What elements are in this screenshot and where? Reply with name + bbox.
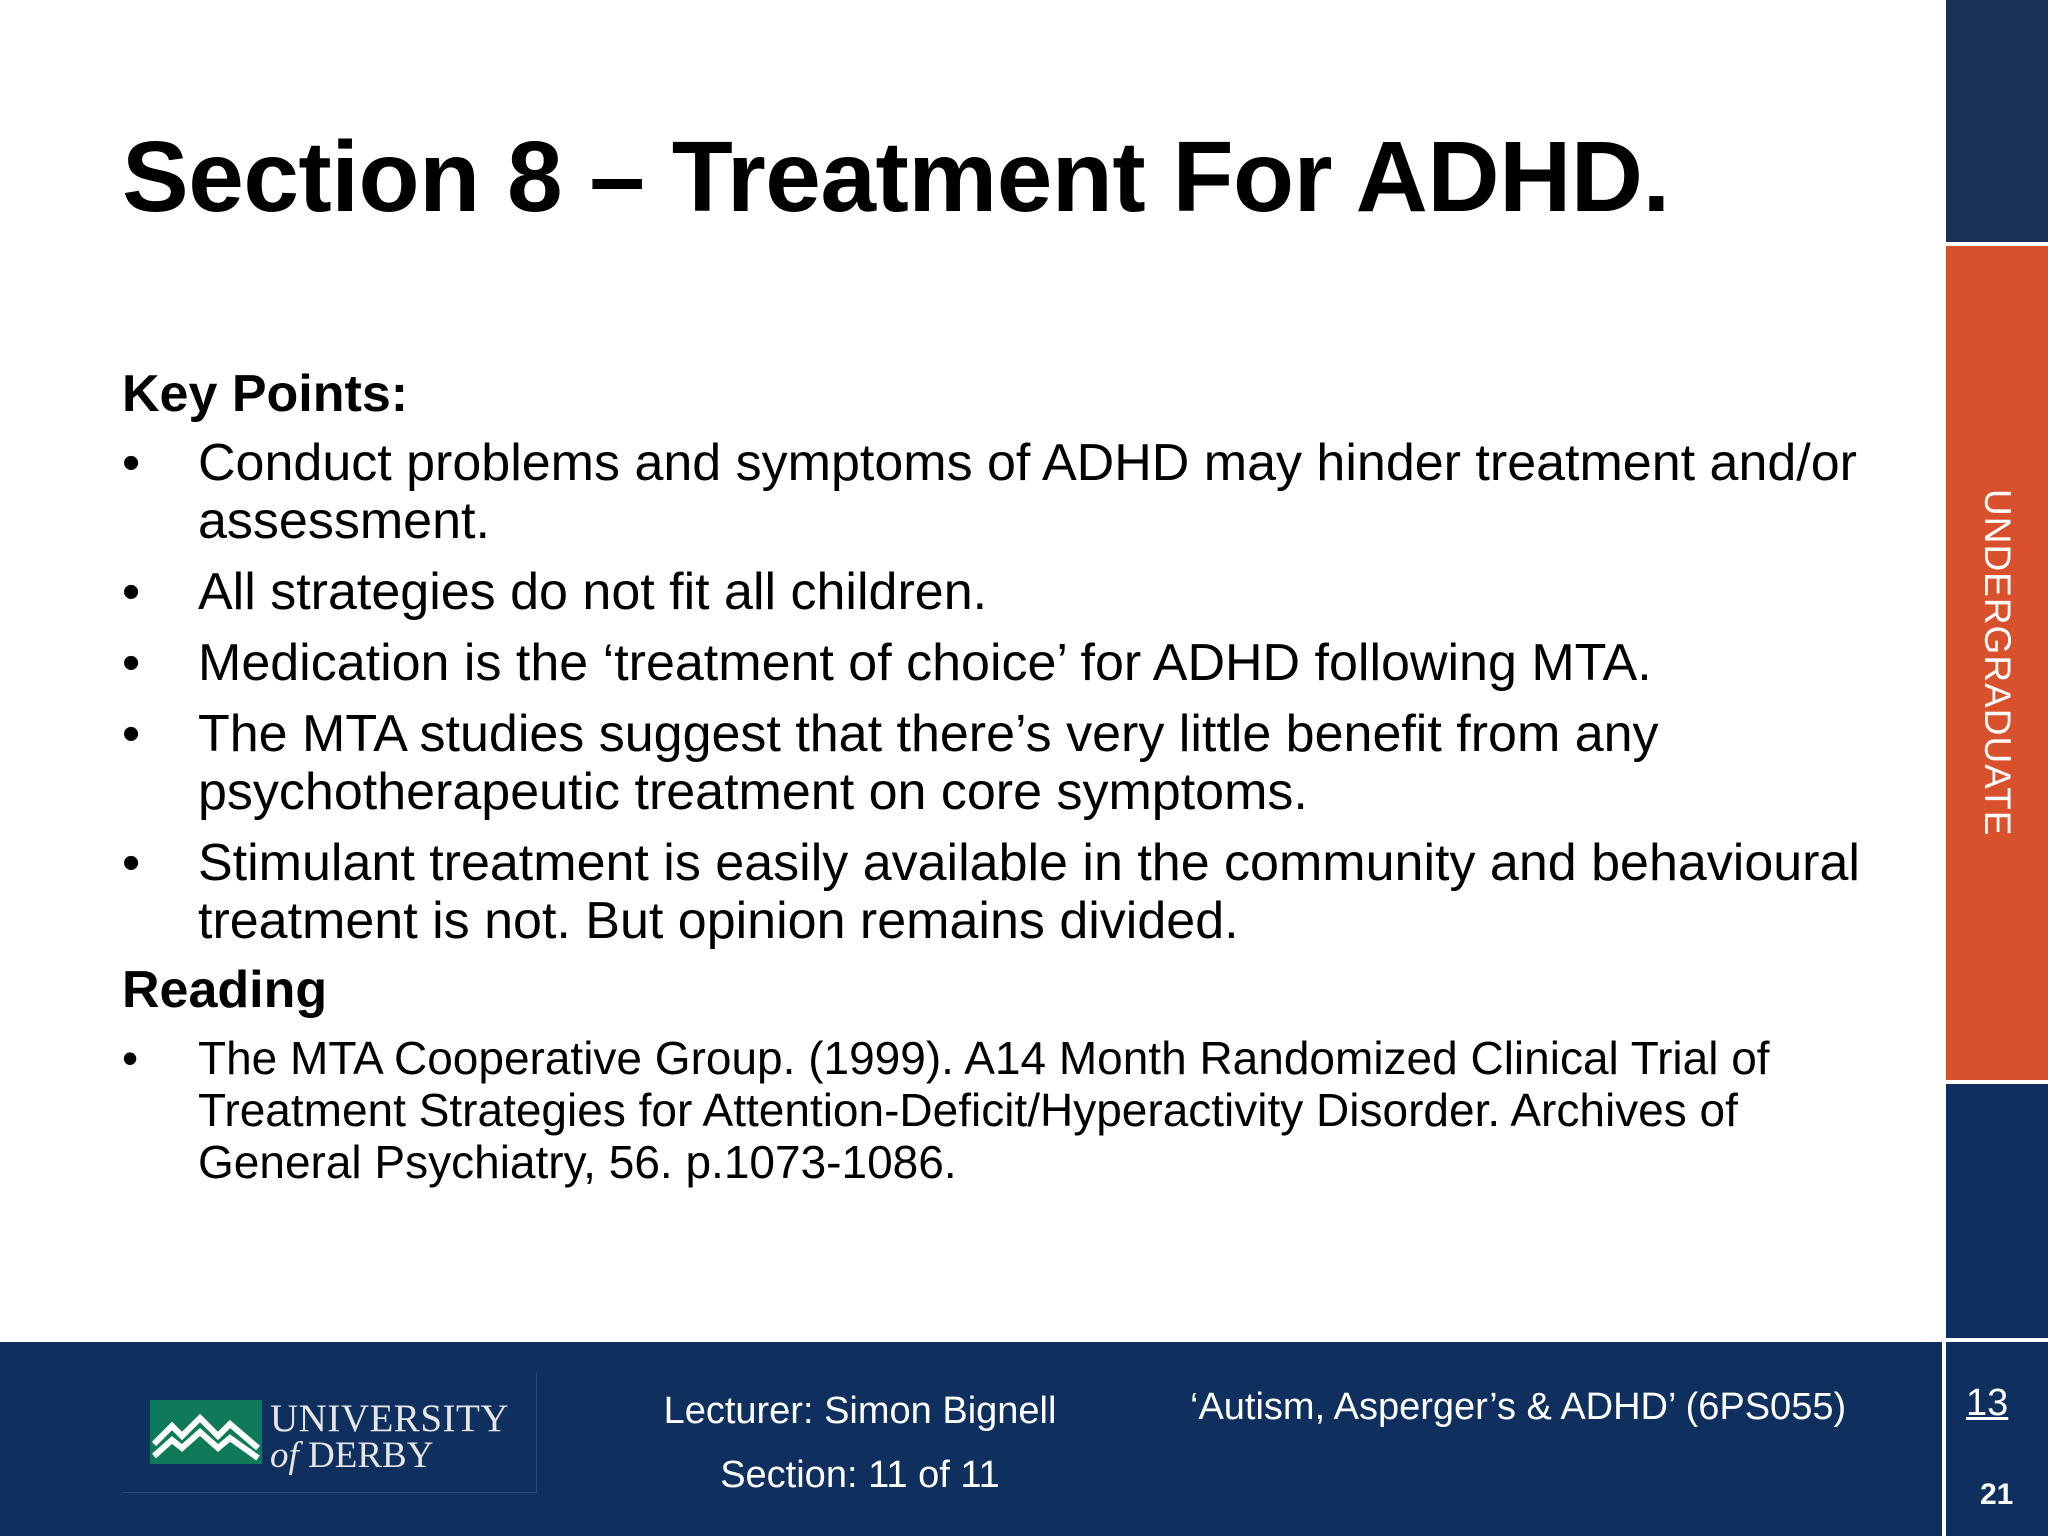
reading-heading: Reading	[122, 961, 328, 1019]
key-point-text: The MTA studies suggest that there’s very little benefit from any psychotherapeutic treatment on core symptoms.	[198, 705, 1659, 821]
key-points-heading: Key Points:	[122, 365, 409, 423]
sidebar-top-block	[1946, 0, 2048, 242]
bullet-icon: •	[122, 1032, 139, 1084]
key-point-item	[122, 634, 1912, 692]
footer-divider	[1942, 1342, 1946, 1536]
page-number-total: 21	[1980, 1478, 2014, 1511]
key-point-item	[122, 563, 1912, 621]
bullet-icon: •	[122, 434, 141, 492]
reading-item	[122, 1032, 1912, 1188]
sidebar-label-text: UNDERGRADUATE	[1977, 489, 2018, 837]
bullet-icon: •	[122, 634, 141, 692]
footer-section: Section: 11 of 11	[720, 1454, 1000, 1496]
logo-derby-text	[270, 1434, 433, 1477]
slide-title: Section 8 – Treatment For ADHD.	[122, 121, 1670, 233]
derby-mountains-logo-icon	[150, 1400, 262, 1464]
reading-text: The MTA Cooperative Group. (1999). A14 Month Randomized Clinical Trial of Treatment Strategies for Attention-Deficit/Hyperactivity Disorder. Archives of General Psychiatry, 56. p.1073-1086.	[198, 1032, 1770, 1188]
logo-name-text: DERBY	[308, 1435, 434, 1476]
bullet-icon: •	[122, 834, 141, 892]
sidebar-label	[1946, 246, 2048, 1080]
key-point-item	[122, 834, 1912, 950]
logo-university-text: UNIVERSITY	[270, 1397, 509, 1440]
key-point-text: Conduct problems and symptoms of ADHD may hinder treatment and/or assessment.	[198, 434, 1857, 550]
key-point-text: Medication is the ‘treatment of choice’ for ADHD following MTA.	[198, 634, 1652, 692]
page-number-current: 13	[1966, 1382, 2009, 1424]
footer-lecturer: Lecturer: Simon Bignell	[663, 1390, 1057, 1432]
footer-course-title: ‘Autism, Asperger’s & ADHD’ (6PS055)	[1190, 1386, 1847, 1428]
bullet-icon: •	[122, 705, 141, 763]
key-point-text: Stimulant treatment is easily available in the community and behavioural treatment is not. But opinion remains divided.	[198, 834, 1860, 950]
key-point-item	[122, 434, 1912, 550]
bullet-icon: •	[122, 563, 141, 621]
sidebar-bottom-block	[1946, 1084, 2048, 1338]
logo-of-text: of	[270, 1435, 299, 1476]
key-point-item	[122, 705, 1912, 821]
key-point-text: All strategies do not fit all children.	[198, 563, 988, 621]
